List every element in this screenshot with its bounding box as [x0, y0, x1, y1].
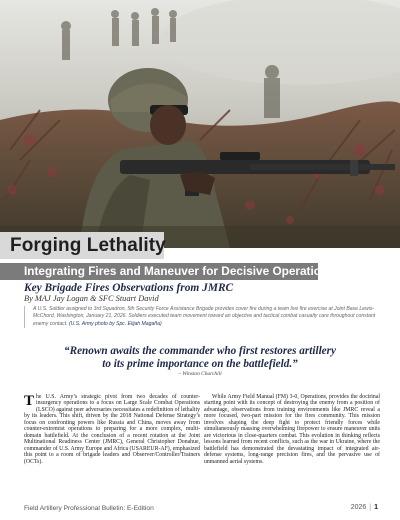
- footer-publication: Field Artillery Professional Bulletin: E-Edition: [24, 505, 154, 512]
- body-text-right: While Army Field Manual (FM) 3-0, Operations, provides the doctrinal starting point with its concept of destroying the enemy from a position of advantage, observations from training environments like JMRC reveal a more focused, two-part mission for the fires community. This mission involves shaping the deep fight to protect friendly forces while simultaneously massing overwhelming firepower to ensure maneuver units are victorious in close-quarters combat. This evolution in thinking reflects lessons learned from recent conflicts, such as the war in Ukraine, where the battlefield has demonstrated the devastating impact of integrated air-defense systems, long-range precision fires, and the pervasive use of unmanned aerial systems.: [204, 394, 380, 465]
- caption-text: A U.S. Soldier assigned to 3rd Squadron, 5th Security Force Assistance Brigade provides cover fire during a team live fire exercise at Joint Base Lewis-McChord, Washington, January 21, 2026. Soldiers executed team movement toward an objective and tactical combat casualty care throughout constant enemy contact.: [33, 306, 376, 327]
- article-title: Forging Lethality: [10, 235, 166, 256]
- drop-cap: T: [24, 393, 35, 409]
- quote-attribution: – Winston Churchill: [178, 371, 222, 377]
- photo-caption: [24, 306, 389, 328]
- article-kicker: Key Brigade Fires Observations from JMRC: [24, 282, 234, 294]
- pull-quote: “Renown awaits the commander who first restores artillery to its prime importance on the battlefield.”: [64, 345, 336, 371]
- body-column-right: [204, 394, 380, 465]
- hero-photo: [0, 0, 400, 248]
- page-number: 1: [374, 504, 378, 511]
- body-text-left: he U.S. Army’s strategic pivot from two decades of counter-insurgency operations to a focus on Large Scale Combat Operations (LSCO) against peer adversaries necessitates a redefinition of lethality by its leaders. This shift, driven by the 2018 National Defense Strategy’s focus on confronting powers like Russia and China, moves away from counter-extremist operations to preparing for a more complex, multi-domain battlefield. At the conclusion of a recent rotation at the Joint Multinational Readiness Center (JMRC), General Christopher Donahue, commander of U.S. Army Europe and Africa (USAREUR-AF), emphasized this point to a room of brigade leaders and Observer/Controller/Trainers (OCTs).: [24, 394, 200, 465]
- photo-credit: (U.S. Army photo by Spc. Elijah Magaña): [68, 320, 162, 327]
- soldier-photo-illustration: [0, 0, 400, 248]
- footer-separator: |: [369, 504, 372, 511]
- footer-page-info: [351, 504, 378, 511]
- article-subtitle: Integrating Fires and Maneuver for Decisive Operations: [24, 264, 335, 278]
- body-column-left: [24, 394, 200, 465]
- footer-year: 2026: [350, 504, 367, 511]
- article-byline: By MAJ Jay Logan & SFC Stuart David: [24, 294, 159, 303]
